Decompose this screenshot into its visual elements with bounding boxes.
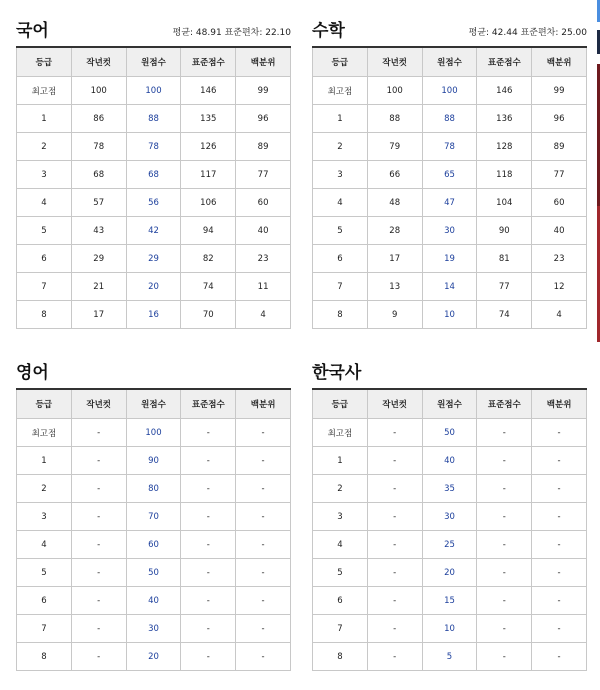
table-cell: - (477, 531, 532, 559)
table-cell: 65 (422, 161, 477, 189)
table-cell: - (532, 503, 587, 531)
column-header: 백분위 (532, 47, 587, 77)
table-cell: - (71, 531, 126, 559)
table-row (17, 245, 291, 273)
table-header-row (313, 47, 587, 77)
table-cell: 86 (71, 105, 126, 133)
table-cell: 5 (17, 559, 72, 587)
column-header: 등급 (17, 389, 72, 419)
table-row (313, 587, 587, 615)
table-row (17, 615, 291, 643)
table-cell: 1 (313, 447, 368, 475)
table-cell: 3 (313, 161, 368, 189)
table-cell: 99 (236, 77, 291, 105)
grade-cut-table (16, 388, 291, 671)
table-cell: 146 (477, 77, 532, 105)
table-cell: 78 (71, 133, 126, 161)
table-cell: - (71, 419, 126, 447)
table-cell: 2 (313, 475, 368, 503)
table-cell: - (181, 615, 236, 643)
table-header-row (17, 47, 291, 77)
table-cell: - (71, 587, 126, 615)
grade-cut-table (312, 388, 587, 671)
table-cell: 7 (313, 273, 368, 301)
table-cell: 17 (367, 245, 422, 273)
table-cell: - (532, 643, 587, 671)
table-cell: 80 (126, 475, 181, 503)
table-cell: - (477, 475, 532, 503)
table-cell: 100 (126, 419, 181, 447)
table-cell: - (477, 615, 532, 643)
table-cell: 6 (313, 245, 368, 273)
table-cell: 74 (477, 301, 532, 329)
table-cell: 50 (126, 559, 181, 587)
table-row (313, 217, 587, 245)
table-cell: - (181, 559, 236, 587)
table-row (313, 133, 587, 161)
table-cell: 20 (126, 273, 181, 301)
table-row (313, 245, 587, 273)
table-row (313, 643, 587, 671)
table-cell: 1 (17, 105, 72, 133)
table-cell: 5 (313, 559, 368, 587)
table-cell: 99 (532, 77, 587, 105)
table-cell: 16 (126, 301, 181, 329)
table-cell: 78 (422, 133, 477, 161)
table-cell: - (71, 475, 126, 503)
table-cell: 7 (313, 615, 368, 643)
column-header: 백분위 (236, 389, 291, 419)
table-cell: 60 (236, 189, 291, 217)
table-cell: 88 (126, 105, 181, 133)
table-cell: - (236, 419, 291, 447)
table-cell: 5 (422, 643, 477, 671)
grade-cut-table (312, 46, 587, 329)
score-panel (312, 14, 587, 329)
table-row (313, 77, 587, 105)
table-cell: 106 (181, 189, 236, 217)
table-cell: 7 (17, 273, 72, 301)
table-cell: - (477, 587, 532, 615)
table-cell: - (236, 643, 291, 671)
table-cell: - (532, 615, 587, 643)
table-row (17, 503, 291, 531)
table-cell: 최고점 (17, 419, 72, 447)
table-cell: 100 (126, 77, 181, 105)
table-cell: - (477, 559, 532, 587)
table-row (17, 643, 291, 671)
table-cell: - (532, 419, 587, 447)
column-header: 등급 (313, 47, 368, 77)
table-cell: - (367, 587, 422, 615)
table-cell: - (181, 531, 236, 559)
table-header-row (17, 389, 291, 419)
table-cell: - (477, 419, 532, 447)
table-cell: 56 (126, 189, 181, 217)
table-cell: 19 (422, 245, 477, 273)
table-cell: 81 (477, 245, 532, 273)
panel-header (312, 14, 587, 46)
table-cell: - (236, 587, 291, 615)
table-cell: - (236, 503, 291, 531)
table-cell: 8 (17, 643, 72, 671)
table-cell: 3 (313, 503, 368, 531)
column-header: 등급 (313, 389, 368, 419)
panel-header (16, 356, 291, 388)
table-cell: 6 (313, 587, 368, 615)
table-cell: 68 (71, 161, 126, 189)
table-cell: 78 (126, 133, 181, 161)
table-cell: 74 (181, 273, 236, 301)
table-cell: - (181, 475, 236, 503)
table-cell: 136 (477, 105, 532, 133)
column-header: 작년컷 (367, 389, 422, 419)
table-cell: 4 (17, 189, 72, 217)
table-row (17, 133, 291, 161)
table-cell: - (367, 447, 422, 475)
table-cell: - (532, 447, 587, 475)
table-cell: 2 (313, 133, 368, 161)
table-cell: - (236, 447, 291, 475)
table-cell: 135 (181, 105, 236, 133)
table-row (17, 161, 291, 189)
table-cell: 21 (71, 273, 126, 301)
table-cell: 128 (477, 133, 532, 161)
table-cell: 70 (181, 301, 236, 329)
table-cell: 40 (236, 217, 291, 245)
table-cell: 89 (532, 133, 587, 161)
table-cell: 7 (17, 615, 72, 643)
column-header: 표준점수 (181, 389, 236, 419)
table-cell: 4 (532, 301, 587, 329)
table-cell: 1 (313, 105, 368, 133)
table-row (313, 615, 587, 643)
column-header: 원점수 (422, 47, 477, 77)
table-row (17, 189, 291, 217)
grade-cut-table (16, 46, 291, 329)
table-row (17, 587, 291, 615)
table-cell: 77 (236, 161, 291, 189)
table-row (313, 419, 587, 447)
table-row (313, 105, 587, 133)
table-cell: 82 (181, 245, 236, 273)
table-row (313, 475, 587, 503)
panel-header (16, 14, 291, 46)
table-row (17, 419, 291, 447)
table-cell: 5 (17, 217, 72, 245)
table-cell: 28 (367, 217, 422, 245)
table-cell: 35 (422, 475, 477, 503)
table-cell: 1 (17, 447, 72, 475)
table-cell: - (236, 531, 291, 559)
column-header: 작년컷 (71, 47, 126, 77)
table-cell: - (477, 503, 532, 531)
panel-stats: 평균: 48.91 표준편차: 22.10 (172, 28, 291, 38)
table-cell: 50 (422, 419, 477, 447)
table-cell: 60 (532, 189, 587, 217)
panel-header (312, 356, 587, 388)
column-header: 원점수 (422, 389, 477, 419)
table-row (17, 105, 291, 133)
table-cell: 17 (71, 301, 126, 329)
panel-stats: 평균: 42.44 표준편차: 25.00 (468, 28, 587, 38)
table-row (313, 531, 587, 559)
table-row (17, 531, 291, 559)
table-cell: 60 (126, 531, 181, 559)
table-cell: 68 (126, 161, 181, 189)
table-cell: 40 (532, 217, 587, 245)
table-cell: 9 (367, 301, 422, 329)
table-cell: - (477, 447, 532, 475)
table-cell: 29 (126, 245, 181, 273)
table-cell: 77 (532, 161, 587, 189)
table-cell: 6 (17, 587, 72, 615)
table-cell: 89 (236, 133, 291, 161)
column-header: 원점수 (126, 389, 181, 419)
table-cell: 8 (313, 301, 368, 329)
table-cell: 5 (313, 217, 368, 245)
table-cell: 47 (422, 189, 477, 217)
table-row (313, 301, 587, 329)
table-cell: - (532, 587, 587, 615)
table-cell: 66 (367, 161, 422, 189)
table-cell: 100 (367, 77, 422, 105)
column-header: 등급 (17, 47, 72, 77)
table-row (17, 301, 291, 329)
table-header-row (313, 389, 587, 419)
table-cell: 94 (181, 217, 236, 245)
table-cell: - (367, 643, 422, 671)
table-cell: 100 (71, 77, 126, 105)
column-header: 백분위 (236, 47, 291, 77)
table-cell: 최고점 (313, 419, 368, 447)
table-cell: - (367, 419, 422, 447)
table-cell: 43 (71, 217, 126, 245)
column-header: 표준점수 (477, 389, 532, 419)
table-cell: 40 (422, 447, 477, 475)
table-cell: 15 (422, 587, 477, 615)
table-cell: - (236, 615, 291, 643)
table-cell: 146 (181, 77, 236, 105)
table-cell: 20 (422, 559, 477, 587)
table-cell: 10 (422, 301, 477, 329)
table-cell: 23 (532, 245, 587, 273)
table-cell: 96 (532, 105, 587, 133)
score-panel (16, 356, 291, 671)
table-cell: - (367, 615, 422, 643)
column-header: 표준점수 (477, 47, 532, 77)
table-cell: 118 (477, 161, 532, 189)
table-row (17, 273, 291, 301)
table-cell: 42 (126, 217, 181, 245)
panel-title: 수학 (312, 21, 345, 41)
table-row (313, 273, 587, 301)
table-row (17, 217, 291, 245)
table-row (313, 189, 587, 217)
table-cell: - (367, 531, 422, 559)
table-cell: 30 (126, 615, 181, 643)
table-cell: - (71, 615, 126, 643)
table-cell: - (71, 503, 126, 531)
table-cell: 20 (126, 643, 181, 671)
panel-title: 한국사 (312, 363, 362, 383)
table-cell: 90 (477, 217, 532, 245)
table-cell: 96 (236, 105, 291, 133)
table-cell: 2 (17, 133, 72, 161)
table-row (313, 503, 587, 531)
table-cell: 104 (477, 189, 532, 217)
table-cell: - (181, 643, 236, 671)
table-cell: - (532, 559, 587, 587)
table-cell: - (181, 447, 236, 475)
column-header: 작년컷 (367, 47, 422, 77)
table-cell: - (181, 419, 236, 447)
table-cell: 88 (367, 105, 422, 133)
table-cell: 3 (17, 161, 72, 189)
table-cell: - (532, 475, 587, 503)
table-cell: - (236, 475, 291, 503)
table-cell: 12 (532, 273, 587, 301)
table-cell: 57 (71, 189, 126, 217)
table-cell: 29 (71, 245, 126, 273)
table-row (17, 559, 291, 587)
table-cell: 8 (313, 643, 368, 671)
table-cell: - (71, 559, 126, 587)
column-header: 표준점수 (181, 47, 236, 77)
table-cell: 최고점 (17, 77, 72, 105)
table-cell: - (367, 475, 422, 503)
table-cell: 90 (126, 447, 181, 475)
table-cell: - (367, 559, 422, 587)
table-cell: 4 (313, 531, 368, 559)
table-cell: 88 (422, 105, 477, 133)
column-header: 백분위 (532, 389, 587, 419)
table-cell: 100 (422, 77, 477, 105)
table-cell: - (532, 531, 587, 559)
table-cell: 4 (313, 189, 368, 217)
table-cell: 14 (422, 273, 477, 301)
table-row (17, 77, 291, 105)
table-cell: 3 (17, 503, 72, 531)
table-row (313, 559, 587, 587)
table-cell: - (71, 643, 126, 671)
score-panel (312, 356, 587, 671)
table-cell: 4 (17, 531, 72, 559)
table-cell: - (71, 447, 126, 475)
table-cell: 77 (477, 273, 532, 301)
column-header: 원점수 (126, 47, 181, 77)
table-cell: 117 (181, 161, 236, 189)
table-cell: - (181, 503, 236, 531)
table-cell: 13 (367, 273, 422, 301)
table-cell: 40 (126, 587, 181, 615)
table-cell: 126 (181, 133, 236, 161)
panel-title: 국어 (16, 21, 49, 41)
table-cell: 6 (17, 245, 72, 273)
table-cell: 4 (236, 301, 291, 329)
panel-title: 영어 (16, 363, 49, 383)
table-cell: - (367, 503, 422, 531)
table-row (17, 447, 291, 475)
table-cell: 10 (422, 615, 477, 643)
table-cell: 8 (17, 301, 72, 329)
table-cell: - (477, 643, 532, 671)
table-row (313, 447, 587, 475)
table-cell: 최고점 (313, 77, 368, 105)
table-cell: 79 (367, 133, 422, 161)
table-cell: 48 (367, 189, 422, 217)
table-cell: - (181, 587, 236, 615)
table-cell: 2 (17, 475, 72, 503)
score-panel (16, 14, 291, 329)
table-cell: - (236, 559, 291, 587)
table-cell: 30 (422, 503, 477, 531)
table-cell: 11 (236, 273, 291, 301)
column-header: 작년컷 (71, 389, 126, 419)
table-cell: 25 (422, 531, 477, 559)
table-cell: 70 (126, 503, 181, 531)
table-row (17, 475, 291, 503)
table-row (313, 161, 587, 189)
table-cell: 23 (236, 245, 291, 273)
table-cell: 30 (422, 217, 477, 245)
